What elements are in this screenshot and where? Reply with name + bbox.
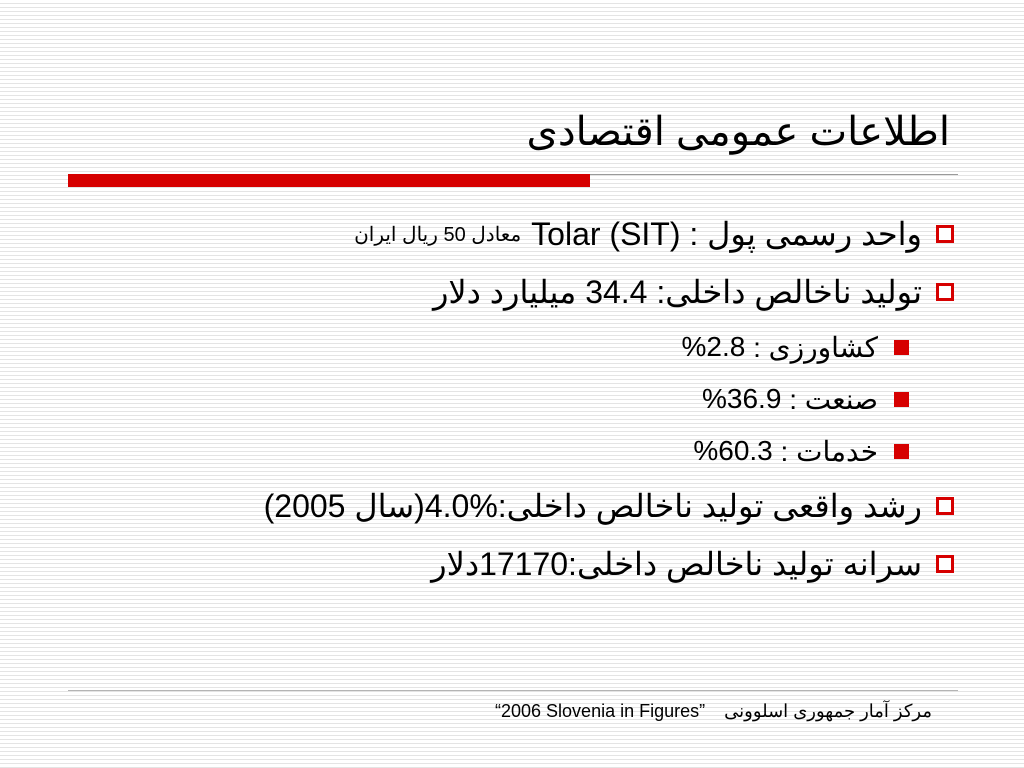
bullet-list	[74, 205, 954, 593]
footer-source-org: مرکز آمار جمهوری اسلوونی	[724, 701, 932, 721]
sector-value: %2.8	[681, 331, 746, 362]
growth-label: رشد واقعی تولید ناخالص داخلی:	[497, 488, 922, 524]
sub-bullet-agriculture	[74, 321, 909, 373]
filled-square-bullet-icon	[894, 392, 909, 407]
currency-value: Tolar (SIT)	[531, 215, 681, 252]
per-capita-label: سرانه تولید ناخالص داخلی:	[568, 546, 922, 582]
footer-publication: “2006 Slovenia in Figures”	[495, 701, 706, 721]
footer-source	[495, 699, 932, 723]
filled-square-bullet-icon	[894, 444, 909, 459]
per-capita-value: 17170	[479, 545, 569, 582]
bullet-per-capita	[74, 535, 954, 593]
sector-label: خدمات :	[780, 435, 878, 467]
footer-divider	[68, 690, 958, 691]
sector-value: %60.3	[693, 435, 773, 466]
growth-year: (سال 2005)	[263, 488, 425, 524]
growth-value: 4.0%	[424, 487, 498, 524]
bullet-gdp	[74, 263, 954, 321]
title-divider	[68, 174, 958, 188]
hollow-square-bullet-icon	[936, 225, 954, 243]
currency-label: واحد رسمی پول :	[689, 216, 922, 252]
filled-square-bullet-icon	[894, 340, 909, 355]
sector-label: صنعت :	[789, 383, 878, 415]
sector-value: %36.9	[702, 383, 782, 414]
sub-bullet-industry	[74, 373, 909, 425]
per-capita-unit: دلار	[431, 546, 480, 582]
hollow-square-bullet-icon	[936, 555, 954, 573]
title-accent-bar	[68, 174, 590, 187]
hollow-square-bullet-icon	[936, 283, 954, 301]
sector-label: کشاورزی :	[753, 331, 878, 363]
gdp-value: 34.4	[585, 273, 648, 310]
sub-bullet-services	[74, 425, 909, 477]
hollow-square-bullet-icon	[936, 497, 954, 515]
slide-title: اطلاعات عمومی اقتصادی	[526, 110, 950, 154]
bullet-growth	[74, 477, 954, 535]
gdp-unit: میلیارد دلار	[432, 274, 577, 310]
bullet-currency	[74, 205, 954, 263]
currency-note: معادل 50 ریال ایران	[354, 223, 522, 246]
gdp-label: تولید ناخالص داخلی:	[656, 274, 922, 310]
